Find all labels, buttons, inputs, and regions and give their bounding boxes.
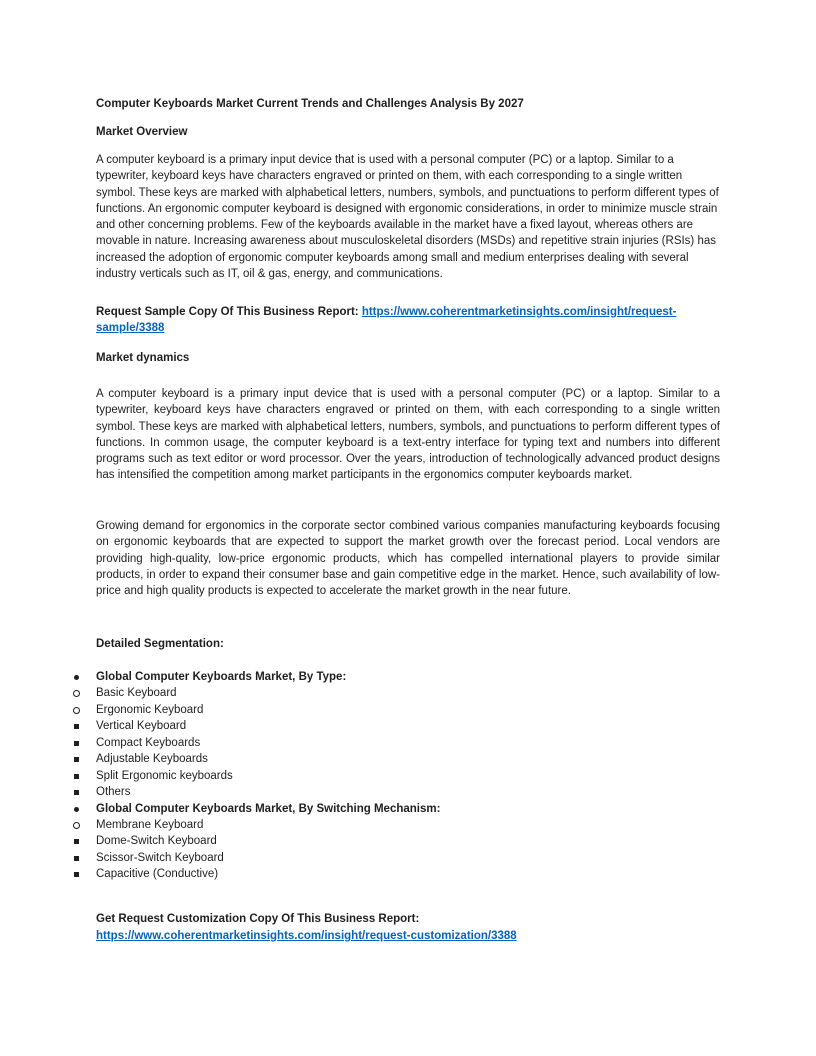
segmentation-heading: Detailed Segmentation:	[96, 638, 224, 650]
overview-paragraph: A computer keyboard is a primary input device that is used with a personal computer (PC) or a laptop. Similar to a typewriter, keyboard keys have characters engraved or printed on them, with each corresponding to a single written symbol. These keys are marked with alphabetical letters, numbers, symbols, and punctuations to perform different types of functions. An ergonomic computer keyboard is designed with ergonomic considerations, in order to minimize muscle strain and other concerning problems. Few of the keyboards available in the market have a fixed layout, whereas others are movable in nature. Increasing awareness about musculoskeletal disorders (MSDs) and repetitive strain injuries (RSIs) has increased the adoption of ergonomic computer keyboards among small and medium enterprises dealing with several industry verticals such as IT, oil & gas, energy, and communications.	[96, 154, 719, 281]
segment-label: Vertical Keyboard	[96, 720, 187, 733]
sample-request	[96, 304, 720, 337]
segment-label: Capacitive (Conductive)	[96, 868, 219, 881]
customization-request	[96, 928, 720, 944]
segment-item	[0, 784, 816, 800]
customization-label: Get Request Customization Copy Of This Business Report:	[96, 913, 420, 925]
segment-item	[0, 669, 816, 685]
dynamics-heading: Market dynamics	[96, 352, 190, 364]
customization-link[interactable]: https://www.coherentmarketinsights.com/insight/request-customization/3388	[96, 930, 517, 942]
segment-item	[0, 817, 816, 833]
segment-label: Scissor-Switch Keyboard	[96, 851, 224, 864]
segmentation-list	[0, 669, 816, 883]
segment-label: Dome-Switch Keyboard	[96, 835, 217, 848]
document-title: Computer Keyboards Market Current Trends and Challenges Analysis By 2027	[96, 98, 524, 110]
segment-label: Others	[96, 786, 131, 799]
segment-item	[0, 866, 816, 882]
segment-label: Basic Keyboard	[96, 687, 177, 700]
segment-item	[0, 718, 816, 734]
segment-item	[0, 801, 816, 817]
segment-label: Global Computer Keyboards Market, By Type:	[96, 671, 347, 683]
segment-item	[0, 850, 816, 866]
segment-item	[0, 833, 816, 849]
segment-label: Membrane Keyboard	[96, 818, 204, 831]
segment-item	[0, 768, 816, 784]
segment-label: Global Computer Keyboards Market, By Switching Mechanism:	[96, 802, 441, 815]
sample-request-label: Request Sample Copy Of This Business Report:	[96, 306, 362, 318]
segment-item	[0, 685, 816, 701]
dynamics-paragraph-2: Growing demand for ergonomics in the corporate sector combined various companies manufacturing keyboards focusing on ergonomic keyboards that are expected to support the market growth over the forecast period. Local vendors are providing high-quality, low-price ergonomic products, which has compelled international players to provide similar products, in order to expand their consumer base and gain competitive edge in the market. Hence, such availability of low-price and high quality products is expected to accelerate the market growth in the near future.	[96, 520, 720, 598]
segment-label: Adjustable Keyboards	[96, 753, 208, 766]
overview-heading: Market Overview	[96, 126, 188, 138]
segment-label: Split Ergonomic keyboards	[96, 769, 233, 782]
segment-item	[0, 735, 816, 751]
segment-item	[0, 702, 816, 718]
segment-label: Ergonomic Keyboard	[96, 703, 204, 716]
dynamics-paragraph-1: A computer keyboard is a primary input device that is used with a personal computer (PC) or a laptop. Similar to a typewriter, keyboard keys have characters engraved or printed on them, with each corresponding to a single written symbol. These keys are marked with alphabetical letters, numbers, symbols, and punctuations to perform different types of functions. In common usage, the computer keyboard is a text-entry interface for typing text and numbers into different programs such as text editor or word processor. Over the years, introduction of technologically advanced product designs has intensified the competition among market participants in the ergonomics computer keyboards market.	[96, 388, 720, 482]
segment-item	[0, 751, 816, 767]
segment-label: Compact Keyboards	[96, 736, 201, 749]
sample-request-link[interactable]: https://www.coherentmarketinsights.com/insight/request-sample/3388	[96, 306, 677, 335]
